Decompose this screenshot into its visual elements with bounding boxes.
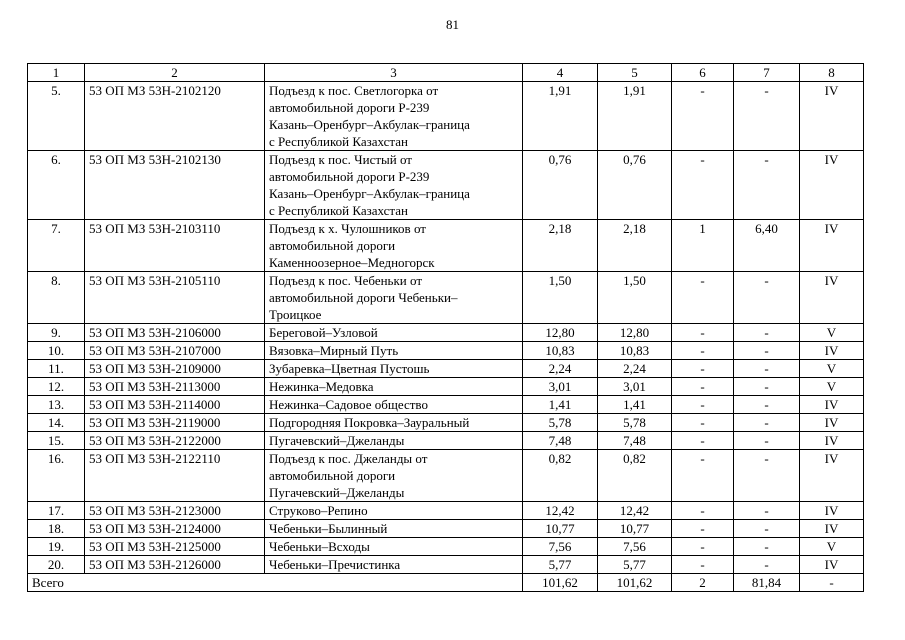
- road-code-cell: 53 ОП МЗ 53Н-2123000: [85, 502, 265, 520]
- value-col7-cell: -: [734, 342, 800, 360]
- road-name-line: Подъезд к пос. Чебеньки от: [269, 273, 423, 288]
- table-row: [28, 82, 864, 151]
- road-name-line: автомобильной дороги: [269, 468, 396, 483]
- value-col4-cell: 1,91: [523, 82, 598, 151]
- value-col5-cell: 1,41: [598, 396, 672, 414]
- road-name-cell: [265, 151, 523, 220]
- value-col6-cell: 1: [672, 220, 734, 272]
- category-cell: IV: [800, 520, 864, 538]
- value-col4-cell: 3,01: [523, 378, 598, 396]
- category-cell: IV: [800, 450, 864, 502]
- value-col7-cell: -: [734, 450, 800, 502]
- road-name-cell: [265, 414, 523, 432]
- row-number-cell: 15.: [28, 432, 85, 450]
- table-row: [28, 342, 864, 360]
- road-name-line: Казань–Оренбург–Акбулак–граница: [269, 186, 470, 201]
- road-name-line: Каменноозерное–Медногорск: [269, 255, 435, 270]
- category-cell: IV: [800, 342, 864, 360]
- road-name-line: Казань–Оренбург–Акбулак–граница: [269, 117, 470, 132]
- value-col5-cell: 0,82: [598, 450, 672, 502]
- road-code-cell: 53 ОП МЗ 53Н-2109000: [85, 360, 265, 378]
- value-col5-cell: 12,80: [598, 324, 672, 342]
- table-row: [28, 272, 864, 324]
- road-name-line: автомобильной дороги Р-239: [269, 100, 430, 115]
- road-name-line: Подгородняя Покровка–Зауральный: [269, 415, 470, 430]
- total-c8-cell: -: [800, 574, 864, 592]
- row-number-cell: 14.: [28, 414, 85, 432]
- road-name-line: Чебеньки–Всходы: [269, 539, 370, 554]
- value-col6-cell: -: [672, 342, 734, 360]
- row-number-cell: 6.: [28, 151, 85, 220]
- total-label: Всего: [28, 574, 523, 592]
- total-c4-cell: 101,62: [523, 574, 598, 592]
- value-col5-cell: 12,42: [598, 502, 672, 520]
- value-col5-cell: 10,83: [598, 342, 672, 360]
- value-col4-cell: 0,76: [523, 151, 598, 220]
- table-row: [28, 324, 864, 342]
- road-code-cell: 53 ОП МЗ 53Н-2126000: [85, 556, 265, 574]
- row-number-cell: 20.: [28, 556, 85, 574]
- value-col7-cell: -: [734, 520, 800, 538]
- road-name-line: Подъезд к пос. Чистый от: [269, 152, 412, 167]
- table-row: [28, 414, 864, 432]
- value-col5-cell: 7,48: [598, 432, 672, 450]
- road-name-line: Вязовка–Мирный Путь: [269, 343, 399, 358]
- value-col7-cell: -: [734, 82, 800, 151]
- road-code-cell: 53 ОП МЗ 53Н-2107000: [85, 342, 265, 360]
- road-name-line: с Республикой Казахстан: [269, 134, 408, 149]
- value-col5-cell: 10,77: [598, 520, 672, 538]
- value-col7-cell: -: [734, 378, 800, 396]
- total-c7-cell: 81,84: [734, 574, 800, 592]
- road-code-cell: 53 ОП МЗ 53Н-2105110: [85, 272, 265, 324]
- value-col4-cell: 0,82: [523, 450, 598, 502]
- value-col4-cell: 1,41: [523, 396, 598, 414]
- roads-table: [27, 63, 864, 592]
- road-code-cell: 53 ОП МЗ 53Н-2122000: [85, 432, 265, 450]
- road-name-line: Пугачевский–Джеланды: [269, 433, 405, 448]
- road-code-cell: 53 ОП МЗ 53Н-2122110: [85, 450, 265, 502]
- road-name-line: Подъезд к пос. Светлогорка от: [269, 83, 439, 98]
- total-c6-cell: 2: [672, 574, 734, 592]
- road-name-line: Чебеньки–Пречистинка: [269, 557, 401, 572]
- value-col4-cell: 7,56: [523, 538, 598, 556]
- road-name-cell: [265, 82, 523, 151]
- table-row: [28, 556, 864, 574]
- road-name-line: автомобильной дороги: [269, 238, 396, 253]
- table-row: [28, 502, 864, 520]
- value-col7-cell: -: [734, 360, 800, 378]
- value-col5-cell: 5,78: [598, 414, 672, 432]
- road-name-cell: [265, 272, 523, 324]
- category-cell: IV: [800, 220, 864, 272]
- road-code-cell: 53 ОП МЗ 53Н-2113000: [85, 378, 265, 396]
- value-col7-cell: -: [734, 414, 800, 432]
- table-row: [28, 450, 864, 502]
- column-header: 5: [598, 64, 672, 82]
- page-number: 81: [446, 17, 459, 32]
- road-name-cell: [265, 432, 523, 450]
- value-col4-cell: 5,77: [523, 556, 598, 574]
- value-col5-cell: 7,56: [598, 538, 672, 556]
- value-col6-cell: -: [672, 151, 734, 220]
- value-col7-cell: -: [734, 538, 800, 556]
- category-cell: V: [800, 378, 864, 396]
- category-cell: V: [800, 360, 864, 378]
- total-row: [28, 574, 864, 592]
- value-col4-cell: 10,77: [523, 520, 598, 538]
- value-col5-cell: 1,50: [598, 272, 672, 324]
- category-cell: V: [800, 538, 864, 556]
- table-row: [28, 378, 864, 396]
- road-name-line: Зубаревка–Цветная Пустошь: [269, 361, 430, 376]
- value-col4-cell: 1,50: [523, 272, 598, 324]
- value-col5-cell: 2,18: [598, 220, 672, 272]
- value-col5-cell: 2,24: [598, 360, 672, 378]
- value-col4-cell: 7,48: [523, 432, 598, 450]
- table-row: [28, 220, 864, 272]
- road-name-line: Береговой–Узловой: [269, 325, 378, 340]
- value-col7-cell: -: [734, 272, 800, 324]
- value-col7-cell: -: [734, 324, 800, 342]
- road-name-line: Пугачевский–Джеланды: [269, 485, 405, 500]
- road-code-cell: 53 ОП МЗ 53Н-2124000: [85, 520, 265, 538]
- road-name-cell: [265, 538, 523, 556]
- value-col4-cell: 2,24: [523, 360, 598, 378]
- category-cell: IV: [800, 556, 864, 574]
- row-number-cell: 18.: [28, 520, 85, 538]
- table-row: [28, 538, 864, 556]
- row-number-cell: 11.: [28, 360, 85, 378]
- value-col6-cell: -: [672, 360, 734, 378]
- value-col6-cell: -: [672, 450, 734, 502]
- road-name-cell: [265, 220, 523, 272]
- value-col6-cell: -: [672, 538, 734, 556]
- table-row: [28, 396, 864, 414]
- road-code-cell: 53 ОП МЗ 53Н-2125000: [85, 538, 265, 556]
- value-col6-cell: -: [672, 378, 734, 396]
- value-col7-cell: -: [734, 396, 800, 414]
- road-name-line: Струково–Репино: [269, 503, 368, 518]
- road-code-cell: 53 ОП МЗ 53Н-2106000: [85, 324, 265, 342]
- road-name-cell: [265, 342, 523, 360]
- row-number-cell: 5.: [28, 82, 85, 151]
- value-col4-cell: 12,42: [523, 502, 598, 520]
- table-row: [28, 432, 864, 450]
- road-name-cell: [265, 502, 523, 520]
- road-name-line: Подъезд к пос. Джеланды от: [269, 451, 428, 466]
- road-name-line: Нежинка–Медовка: [269, 379, 374, 394]
- table-row: [28, 360, 864, 378]
- column-header: 4: [523, 64, 598, 82]
- category-cell: IV: [800, 396, 864, 414]
- road-name-cell: [265, 360, 523, 378]
- value-col7-cell: -: [734, 556, 800, 574]
- road-code-cell: 53 ОП МЗ 53Н-2102130: [85, 151, 265, 220]
- row-number-cell: 10.: [28, 342, 85, 360]
- value-col6-cell: -: [672, 556, 734, 574]
- road-name-cell: [265, 556, 523, 574]
- column-header: 1: [28, 64, 85, 82]
- value-col6-cell: -: [672, 520, 734, 538]
- road-code-cell: 53 ОП МЗ 53Н-2119000: [85, 414, 265, 432]
- table-header-row: [28, 64, 864, 82]
- road-code-cell: 53 ОП МЗ 53Н-2103110: [85, 220, 265, 272]
- value-col5-cell: 5,77: [598, 556, 672, 574]
- value-col6-cell: -: [672, 324, 734, 342]
- row-number-cell: 17.: [28, 502, 85, 520]
- column-header: 6: [672, 64, 734, 82]
- row-number-cell: 9.: [28, 324, 85, 342]
- value-col6-cell: -: [672, 414, 734, 432]
- category-cell: V: [800, 324, 864, 342]
- column-header: 7: [734, 64, 800, 82]
- value-col6-cell: -: [672, 82, 734, 151]
- value-col5-cell: 3,01: [598, 378, 672, 396]
- category-cell: IV: [800, 82, 864, 151]
- row-number-cell: 8.: [28, 272, 85, 324]
- column-header: 8: [800, 64, 864, 82]
- road-name-cell: [265, 378, 523, 396]
- row-number-cell: 12.: [28, 378, 85, 396]
- value-col7-cell: -: [734, 151, 800, 220]
- table-row: [28, 151, 864, 220]
- column-header: 2: [85, 64, 265, 82]
- row-number-cell: 19.: [28, 538, 85, 556]
- road-code-cell: 53 ОП МЗ 53Н-2114000: [85, 396, 265, 414]
- value-col4-cell: 12,80: [523, 324, 598, 342]
- road-name-cell: [265, 396, 523, 414]
- road-name-cell: [265, 520, 523, 538]
- road-name-cell: [265, 324, 523, 342]
- road-name-line: Троицкое: [269, 307, 322, 322]
- total-c5-cell: 101,62: [598, 574, 672, 592]
- road-code-cell: 53 ОП МЗ 53Н-2102120: [85, 82, 265, 151]
- row-number-cell: 7.: [28, 220, 85, 272]
- category-cell: IV: [800, 502, 864, 520]
- category-cell: IV: [800, 151, 864, 220]
- road-name-line: Чебеньки–Былинный: [269, 521, 388, 536]
- value-col4-cell: 5,78: [523, 414, 598, 432]
- value-col5-cell: 1,91: [598, 82, 672, 151]
- road-name-line: с Республикой Казахстан: [269, 203, 408, 218]
- road-name-line: Нежинка–Садовое общество: [269, 397, 428, 412]
- value-col6-cell: -: [672, 432, 734, 450]
- row-number-cell: 16.: [28, 450, 85, 502]
- value-col6-cell: -: [672, 396, 734, 414]
- value-col6-cell: -: [672, 502, 734, 520]
- category-cell: IV: [800, 432, 864, 450]
- road-name-line: Подъезд к х. Чулошников от: [269, 221, 426, 236]
- road-name-line: автомобильной дороги Р-239: [269, 169, 430, 184]
- value-col4-cell: 10,83: [523, 342, 598, 360]
- table-row: [28, 520, 864, 538]
- value-col5-cell: 0,76: [598, 151, 672, 220]
- column-header: 3: [265, 64, 523, 82]
- value-col7-cell: 6,40: [734, 220, 800, 272]
- row-number-cell: 13.: [28, 396, 85, 414]
- value-col7-cell: -: [734, 432, 800, 450]
- road-name-line: автомобильной дороги Чебеньки–: [269, 290, 458, 305]
- category-cell: IV: [800, 414, 864, 432]
- road-name-cell: [265, 450, 523, 502]
- value-col6-cell: -: [672, 272, 734, 324]
- category-cell: IV: [800, 272, 864, 324]
- value-col4-cell: 2,18: [523, 220, 598, 272]
- value-col7-cell: -: [734, 502, 800, 520]
